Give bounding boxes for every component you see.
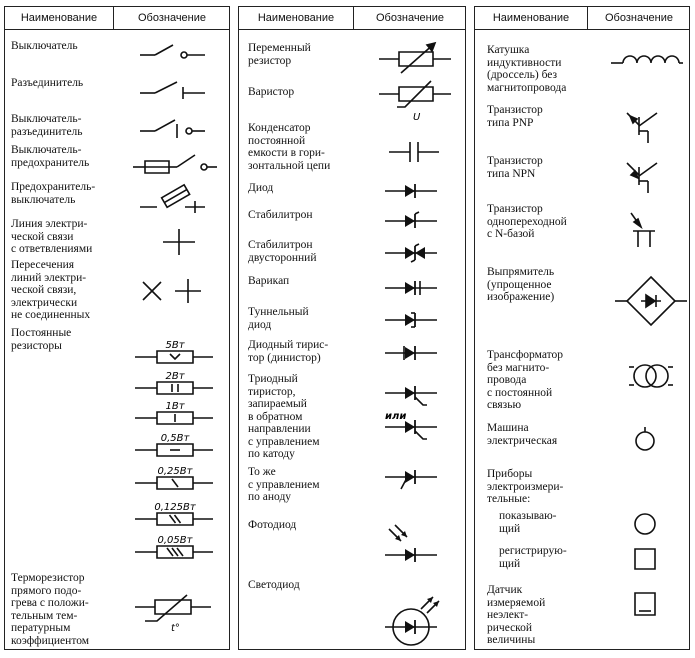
- photodiode-symbol: [385, 525, 437, 562]
- label-recording: регистрирую- щий: [499, 545, 567, 570]
- led-symbol: [385, 597, 439, 645]
- header-name-1: Наименование: [20, 12, 98, 24]
- thermistor-mark: t°: [171, 623, 180, 634]
- symbols-col3: [475, 7, 691, 651]
- diode-symbol: [385, 184, 437, 198]
- label-rectifier: Выпрямитель (упрощенное изображение): [487, 266, 555, 303]
- label-pnp: Транзистор типа PNP: [487, 104, 543, 129]
- label-transformer: Трансформатор без магнито- провода с постоянной связью: [487, 349, 563, 411]
- label-fixed-resistors: Постоянные резисторы: [11, 327, 72, 352]
- resistor-rating-4: 0,25Вт: [157, 466, 193, 477]
- resistor-0: [135, 340, 213, 363]
- label-npn: Транзистор типа NPN: [487, 155, 543, 180]
- label-triode-thyristor: Триодный тиристор, запираемый в обратном направлении с управлением по катоду: [248, 373, 320, 460]
- recording-symbol: [635, 549, 655, 569]
- label-zener-bidir: Стабилитрон двусторонний: [248, 239, 317, 264]
- varistor-mark: U: [413, 112, 421, 123]
- resistor-4: [135, 466, 213, 489]
- dinistor-symbol: [385, 346, 437, 360]
- label-switch-disconnector: Выключатель- разъединитель: [11, 113, 83, 138]
- variable-resistor-symbol: [379, 43, 451, 73]
- resistor-1: [135, 371, 213, 394]
- indicating-symbol: [635, 514, 655, 534]
- label-led: Светодиод: [248, 579, 300, 591]
- label-capacitor: Конденсатор постоянной емкости в гори- зонтальной цепи: [248, 122, 331, 172]
- label-variable-resistor: Переменный резистор: [248, 42, 311, 67]
- thyristor-or: или: [385, 411, 407, 422]
- label-varicap: Варикап: [248, 275, 290, 287]
- capacitor-symbol: [389, 142, 439, 162]
- label-tunnel-diode: Туннельный диод: [248, 306, 309, 331]
- line-crossing-symbol: [143, 279, 201, 303]
- label-disconnector: Разъединитель: [11, 77, 84, 89]
- resistor-rating-6: 0,05Вт: [157, 535, 193, 546]
- label-thermistor: Терморезистор прямого подо- грева с положи- тельным тем- пературным коэффициентом: [11, 572, 90, 647]
- resistor-6: [135, 535, 213, 558]
- tunnel-diode-symbol: [385, 313, 437, 327]
- symbols-col2: [239, 7, 467, 651]
- machine-symbol: [636, 432, 654, 450]
- panel-1: [4, 6, 230, 650]
- label-inductor: Катушка индуктивности (дроссель) без магнитопровода: [487, 44, 567, 94]
- label-machine: Машина электрическая: [487, 422, 558, 447]
- label-ujt: Транзистор однопереходной с N-базой: [487, 203, 567, 240]
- panel-3: [474, 6, 690, 650]
- fuse-switch-symbol: [140, 185, 205, 213]
- varistor-symbol: [379, 81, 451, 107]
- header-name-3: Наименование: [492, 12, 570, 24]
- thyristor-anode-symbol: [385, 470, 437, 489]
- header-name-2: Наименование: [257, 12, 335, 24]
- resistor-3: [135, 433, 213, 456]
- resistor-rating-2: 1Вт: [165, 401, 185, 412]
- label-zener: Стабилитрон: [248, 209, 313, 221]
- switch-disconnector-symbol: [140, 120, 205, 138]
- resistor-group: [135, 340, 213, 558]
- sensor-symbol: [635, 593, 655, 615]
- zener-bidir-symbol: [385, 244, 437, 262]
- label-sensor: Датчик измеряемой неэлект- рической величины: [487, 584, 546, 646]
- thermistor-symbol: [135, 595, 211, 621]
- resistor-rating-0: 5Вт: [165, 340, 185, 351]
- label-meters: Приборы электроизмери- тельные:: [487, 468, 564, 505]
- label-fuse-switch: Предохранитель- выключатель: [11, 181, 96, 206]
- header-symbol-1: Обозначение: [137, 12, 207, 24]
- resistor-2: [135, 401, 213, 424]
- thyristor-cathode-symbol: [385, 386, 437, 405]
- disconnector-symbol: [140, 82, 205, 99]
- label-photodiode: Фотодиод: [248, 519, 297, 531]
- switch-symbol: [140, 45, 205, 58]
- transformer-symbol: [629, 365, 673, 387]
- label-indicating: показываю- щий: [499, 510, 557, 535]
- inductor-symbol: [611, 56, 683, 63]
- resistor-rating-3: 0,5Вт: [160, 433, 190, 444]
- rectifier-symbol: [615, 277, 687, 325]
- symbols-col1: [5, 7, 231, 651]
- header-symbol-2: Обозначение: [375, 12, 445, 24]
- branch-line-symbol: [163, 229, 195, 255]
- varicap-symbol: [385, 281, 437, 295]
- npn-symbol: [627, 163, 657, 193]
- label-line-crossing: Пересечения линий электри- ческой связи, электрически не соединенных: [11, 259, 91, 321]
- pnp-symbol: [627, 113, 657, 143]
- switch-fuse-symbol: [133, 155, 217, 173]
- label-thyristor-anode: То же с управлением по аноду: [248, 466, 320, 503]
- label-varistor: Варистор: [248, 86, 295, 98]
- label-diode: Диод: [248, 182, 274, 194]
- zener-symbol: [385, 212, 437, 228]
- label-branch-line: Линия электри- ческой связи с ответвлениями: [11, 218, 93, 255]
- resistor-rating-1: 2Вт: [165, 371, 185, 382]
- header-symbol-3: Обозначение: [604, 12, 674, 24]
- label-dinistor: Диодный тирис- тор (динистор): [248, 339, 329, 364]
- label-switch: Выключатель: [11, 40, 78, 52]
- resistor-5: [135, 502, 213, 525]
- resistor-rating-5: 0,125Вт: [154, 502, 196, 513]
- panel-2: [238, 6, 466, 650]
- thyristor-cathode-alt-symbol: [385, 420, 437, 439]
- label-switch-fuse: Выключатель- предохранитель: [11, 144, 90, 169]
- ujt-symbol: [631, 213, 655, 247]
